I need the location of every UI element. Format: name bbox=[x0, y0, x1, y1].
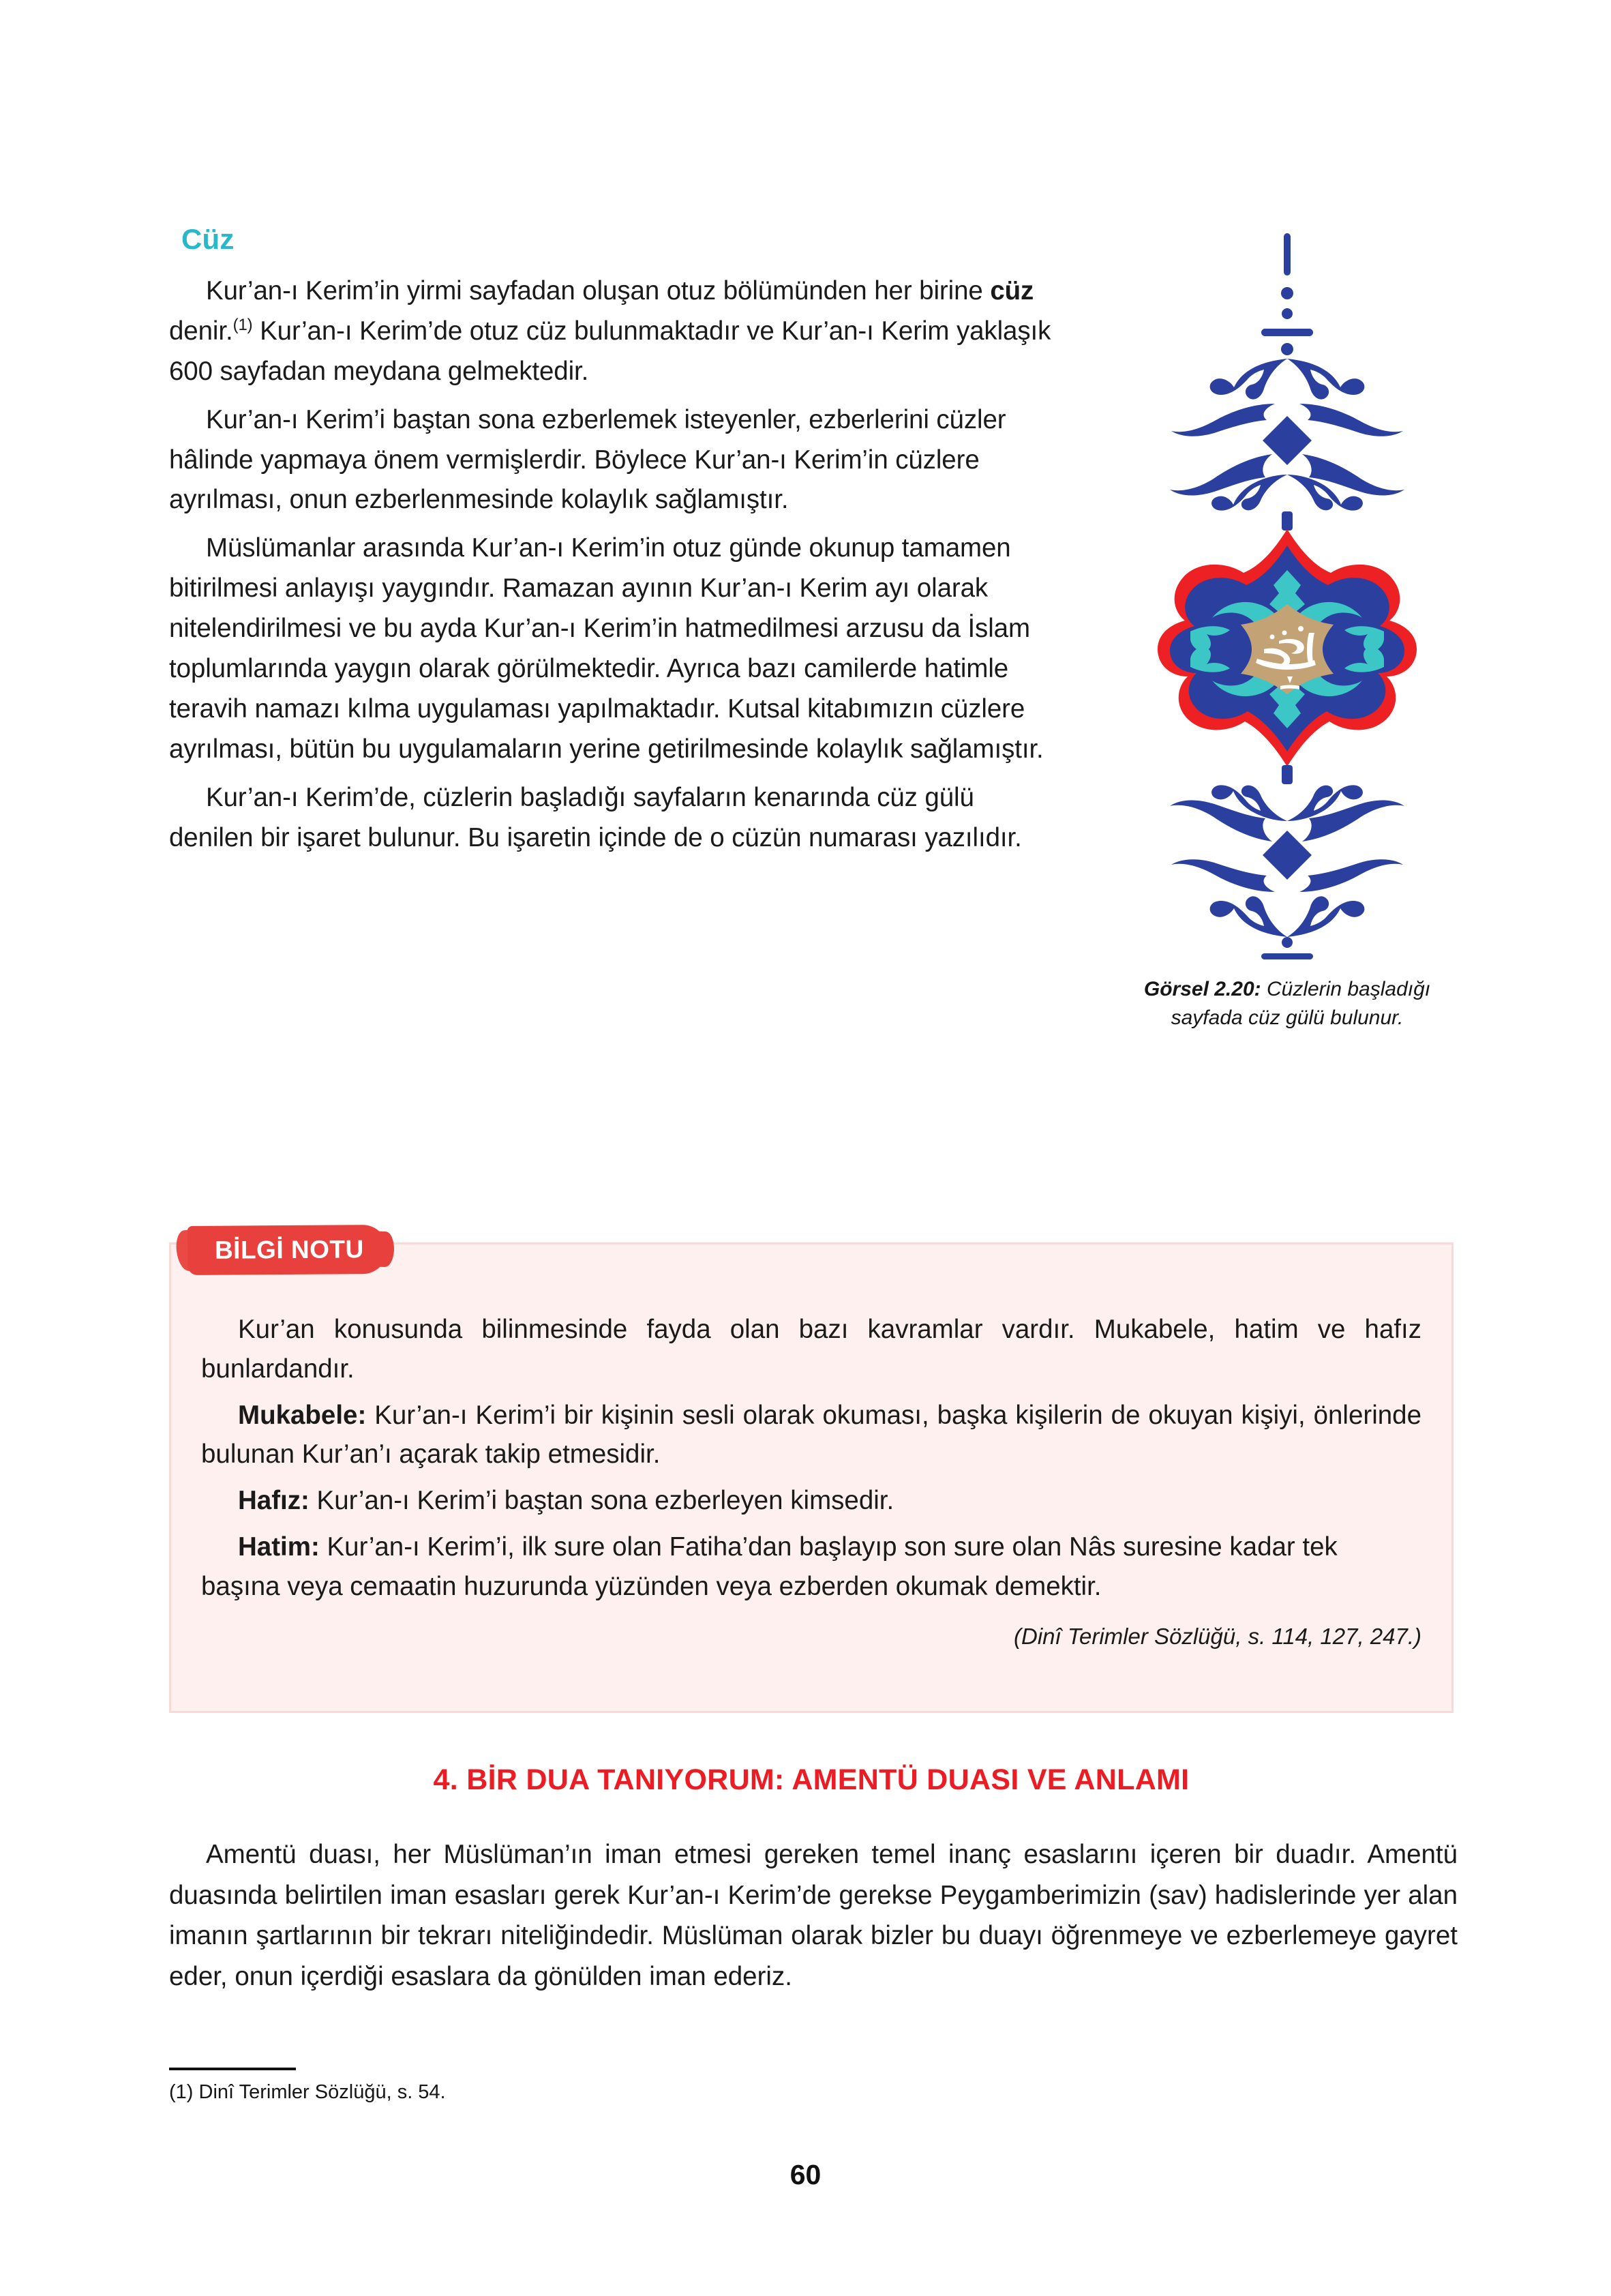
footnote bbox=[169, 2068, 851, 2106]
text-run: Kur’an-ı Kerim’i baştan sona ezberlemek isteyenler, ezberlerini cüzler hâlinde yapmaya önem vermişlerdir. Böylece Kur’an-ı Kerim’in cüzlere ayrılması, onun ezberlenmesinde kolaylık sağlamıştır. bbox=[169, 404, 1006, 515]
emphasis-term: Hatim: bbox=[238, 1532, 320, 1562]
paragraph bbox=[169, 400, 1055, 521]
footnote-text: (1) Dinî Terimler Sözlüğü, s. 54. bbox=[169, 2081, 446, 2103]
section-body bbox=[169, 1834, 1458, 1997]
text-run: Kur’an-ı Kerim’i, ilk sure olan Fatiha’dan başlayıp son sure olan Nâs suresine kadar tek başına veya cemaatin huzurunda yüzünden veya ezberden okumak demektir. bbox=[201, 1532, 1338, 1601]
text-run: Kur’an-ı Kerim’in yirmi sayfadan oluşan otuz bölümünden her birine bbox=[206, 276, 991, 305]
text-run: Kur’an-ı Kerim’i baştan sona ezberleyen kimsedir. bbox=[309, 1486, 894, 1515]
section-heading: 4. BİR DUA TANIYORUM: AMENTÜ DUASI VE ANLAMI bbox=[433, 1763, 1190, 1796]
footnote-marker: (1) bbox=[232, 316, 253, 335]
text-run: Kur’an konusunda bilinmesinde fayda olan bazı kavramlar vardır. Mukabele, hatim ve hafız bunlardandır. bbox=[201, 1315, 1421, 1384]
bilgi-notu-source: (Dinî Terimler Sözlüğü, s. 114, 127, 247.) bbox=[1014, 1624, 1421, 1650]
figure-caption bbox=[1127, 975, 1447, 1032]
figure-caption-text: Cüzlerin başladığı sayfada cüz gülü bulunur. bbox=[1171, 978, 1431, 1029]
paragraph bbox=[169, 528, 1055, 769]
bilgi-notu-badge-label: BİLGİ NOTU bbox=[214, 1235, 364, 1264]
paragraph bbox=[201, 1481, 1421, 1521]
text-run: Kur’an-ı Kerim’de, cüzlerin başladığı sayfaların kenarında cüz gülü denilen bir işaret bulunur. Bu işaretin içinde de o cüzün numarası yazılıdır. bbox=[169, 782, 1022, 852]
paragraph bbox=[201, 1396, 1421, 1475]
subheading-cuz: Cüz bbox=[181, 223, 235, 255]
paragraph bbox=[169, 778, 1055, 859]
main-text-column bbox=[169, 225, 1055, 866]
paragraph bbox=[201, 1527, 1421, 1607]
figure-caption-label: Görsel 2.20: bbox=[1143, 978, 1261, 1000]
cuz-gulu-ornament-icon bbox=[1096, 225, 1478, 968]
figure-column bbox=[1083, 225, 1492, 1032]
section-body-paragraph: Amentü duası, her Müslüman’ın iman etmesi gereken temel inanç esaslarını içeren bir duadır. Amentü duasında belirtilen iman esasları gerek Kur’an-ı Kerim’de gerekse Peygamberimizin (sav) hadislerinde yer alan imanın şartlarının bir tekrarı niteliğindedir. Müslüman olarak bizler bu duayı öğrenmeye ve ezberlemeye gayret eder, onun içerdiği esaslara da gönülden iman ederiz. bbox=[169, 1840, 1458, 1992]
bilgi-notu-paragraph-list bbox=[201, 1310, 1421, 1606]
top-section bbox=[169, 225, 1492, 1032]
text-run: Kur’an-ı Kerim’de otuz cüz bulunmaktadır ve Kur’an-ı Kerim yaklaşık 600 sayfadan meydana gelmektedir. bbox=[169, 316, 1051, 386]
footnote-rule bbox=[169, 2068, 296, 2070]
text-run: denir. bbox=[169, 316, 233, 346]
bilgi-notu-box bbox=[169, 1235, 1454, 1713]
emphasis-term: cüz bbox=[990, 276, 1034, 305]
bilgi-notu-badge bbox=[187, 1225, 387, 1275]
emphasis-term: Hafız: bbox=[238, 1486, 310, 1515]
text-run: Kur’an-ı Kerim’i bir kişinin sesli olarak okuması, başka kişilerin de okuyan kişiyi, önlerinde bulunan Kur’an’ı açarak takip etmesidir. bbox=[201, 1400, 1421, 1470]
paragraph bbox=[169, 271, 1055, 392]
text-run: Müslümanlar arasında Kur’an-ı Kerim’in otuz günde okunup tamamen bitirilmesi anlayışı yaygındır. Ramazan ayının Kur’an-ı Kerim ayı olarak nitelendirilmesi ve bu ayda Kur’an-ı Kerim’in hatmedilmesi arzusu da İslam toplumlarında yaygın olarak görülmektedir. Ayrıca bazı camilerde hatimle teravih namazı kılma uygulaması yapılmaktadır. Kutsal kitabımızın cüzlere ayrılması, bütün bu uygulamaların yerine getirilmesinde kolaylık sağlamıştır. bbox=[169, 533, 1044, 764]
page-number: 60 bbox=[789, 2159, 822, 2190]
paragraph-list bbox=[169, 271, 1055, 858]
emphasis-term: Mukabele: bbox=[238, 1400, 367, 1430]
paragraph bbox=[201, 1310, 1421, 1389]
